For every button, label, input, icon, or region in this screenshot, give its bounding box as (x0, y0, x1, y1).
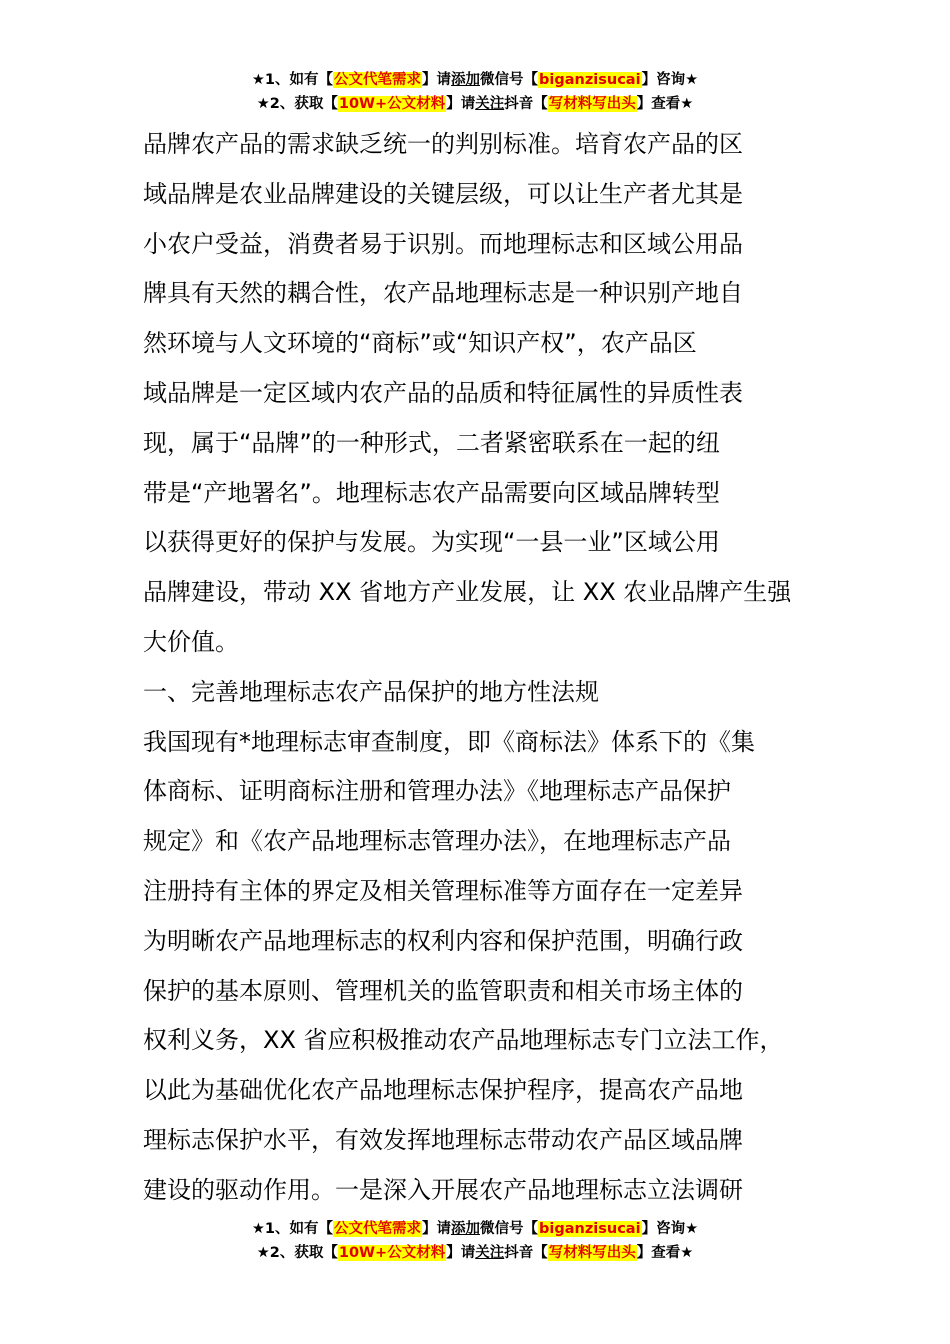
banner-text: 】请 (446, 96, 476, 112)
banner-text: 】请 (446, 1245, 476, 1261)
body-line: 然环境与人文环境的“商标”或“知识产权”，农产品区 (143, 329, 697, 358)
banner-text: ★1、如有【 (251, 1221, 334, 1237)
body-line: 规定》和《农产品地理标志管理办法》，在地理标志产品 (143, 827, 731, 856)
body-line: 带是“产地署名”。地理标志农产品需要向区域品牌转型 (143, 478, 720, 507)
banner-text: ★1、如有【 (251, 72, 334, 88)
body-line: 小农户受益，消费者易于识别。而地理标志和区域公用品 (143, 229, 743, 258)
body-line: 域品牌是农业品牌建设的关键层级，可以让生产者尤其是 (143, 179, 743, 208)
highlight-materials: 10W+公文材料 (338, 96, 446, 112)
footer-banner-line-2 (0, 1241, 950, 1265)
document-body (143, 120, 843, 1216)
body-line: 权利义务，XX 省应积极推动农产品地理标志专门立法工作， (143, 1026, 784, 1055)
banner-text-underlined: 添加 (451, 72, 481, 88)
banner-text: 】咨询★ (641, 72, 699, 88)
body-line: 理标志保护水平，有效发挥地理标志带动农产品区域品牌 (143, 1125, 743, 1154)
header-banner-line-1 (0, 68, 950, 92)
body-line: 我国现有*地理标志审查制度，即《商标法》体系下的《集 (143, 727, 755, 756)
banner-text: ★2、获取【 (256, 96, 338, 112)
header-banner (0, 68, 950, 116)
banner-text: 】请 (422, 72, 452, 88)
header-banner-line-2 (0, 92, 950, 116)
banner-text: 抖音【 (504, 1245, 548, 1261)
banner-text: 】咨询★ (641, 1221, 699, 1237)
body-line: 为明晰农产品地理标志的权利内容和保护范围，明确行政 (143, 926, 743, 955)
body-line: 以此为基础优化农产品地理标志保护程序，提高农产品地 (143, 1076, 743, 1105)
body-line: 品牌建设，带动 XX 省地方产业发展，让 XX 农业品牌产生强 (143, 578, 792, 607)
body-line: 注册持有主体的界定及相关管理标准等方面存在一定差异 (143, 876, 743, 905)
highlight-wechat-id: biganzisucai (539, 72, 641, 88)
body-line: 体商标、证明商标注册和管理办法》《地理标志产品保护 (143, 777, 731, 806)
section-heading: 一、完善地理标志农产品保护的地方性法规 (143, 677, 599, 706)
highlight-materials: 10W+公文材料 (338, 1245, 446, 1261)
body-line: 域品牌是一定区域内农产品的品质和特征属性的异质性表 (143, 378, 743, 407)
body-line: 以获得更好的保护与发展。为实现“一县一业”区域公用 (143, 528, 720, 557)
highlight-douyin-account: 写材料写出头 (548, 1245, 636, 1261)
banner-text: 】查看★ (636, 1245, 694, 1261)
body-line: 保护的基本原则、管理机关的监管职责和相关市场主体的 (143, 976, 743, 1005)
highlight-douyin-account: 写材料写出头 (548, 96, 636, 112)
banner-text: 】查看★ (636, 96, 694, 112)
body-line: 牌具有天然的耦合性，农产品地理标志是一种识别产地自 (143, 279, 743, 308)
highlight-wechat-id: biganzisucai (539, 1221, 641, 1237)
body-line: 建设的驱动作用。一是深入开展农产品地理标志立法调研 (143, 1175, 743, 1204)
banner-text-underlined: 关注 (475, 1245, 505, 1261)
footer-banner-line-1 (0, 1217, 950, 1241)
body-line: 大价值。 (143, 627, 239, 656)
banner-text: 微信号【 (480, 1221, 539, 1237)
footer-banner (0, 1217, 950, 1265)
banner-text: 抖音【 (504, 96, 548, 112)
banner-text-underlined: 添加 (451, 1221, 481, 1237)
banner-text: 】请 (422, 1221, 452, 1237)
banner-text: ★2、获取【 (256, 1245, 338, 1261)
highlight-service: 公文代笔需求 (334, 1221, 422, 1237)
highlight-service: 公文代笔需求 (334, 72, 422, 88)
banner-text: 微信号【 (480, 72, 539, 88)
body-line: 品牌农产品的需求缺乏统一的判别标准。培育农产品的区 (143, 130, 743, 158)
banner-text-underlined: 关注 (475, 96, 505, 112)
body-line: 现，属于“品牌”的一种形式，二者紧密联系在一起的纽 (143, 428, 720, 457)
